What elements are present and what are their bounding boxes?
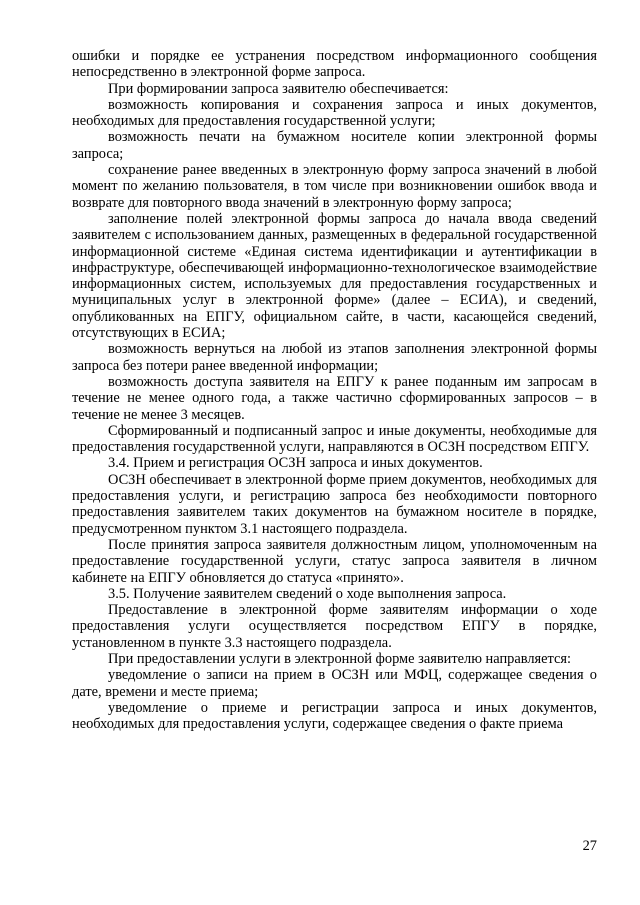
paragraph: возможность копирования и сохранения запроса и иных документов, необходимых для предоставления государственной услуги;	[72, 96, 597, 130]
paragraph: возможность печати на бумажном носителе копии электронной формы запроса;	[72, 129, 597, 162]
page-number: 27	[582, 838, 597, 854]
paragraph: При предоставлении услуги в электронной форме заявителю направляется:	[108, 650, 571, 667]
paragraph: возможность доступа заявителя на ЕПГУ к ранее поданным им запросам в течение не менее одного года, а также частично сформированных запросов – в течение не менее 3 месяцев.	[72, 373, 597, 423]
document-body	[72, 48, 597, 732]
paragraph: ошибки и порядке ее устранения посредством информационного сообщения непосредственно в электронной форме запроса.	[72, 48, 597, 81]
paragraph: Предоставление в электронной форме заявителям информации о ходе предоставления услуги осуществляется посредством ЕПГУ в порядке, установленном в пункте 3.3 настоящего подраздела.	[72, 602, 597, 651]
paragraph: Сформированный и подписанный запрос и иные документы, необходимые для предоставления государственной услуги, направляются в ОСЗН посредством ЕПГУ.	[72, 422, 597, 456]
paragraph: ОСЗН обеспечивает в электронной форме прием документов, необходимых для предоставления услуги, и регистрацию запроса без необходимости повторного предоставления заявителем таких документов на бумажном носителе в порядке, предусмотренном пунктом 3.1 настоящего подраздела.	[72, 471, 597, 537]
paragraph: возможность вернуться на любой из этапов заполнения электронной формы запроса без потери ранее введенной информации;	[72, 341, 597, 374]
paragraph: При формировании запроса заявителю обеспечивается:	[108, 80, 449, 97]
paragraph: уведомление о приеме и регистрации запроса и иных документов, необходимых для предоставления услуги, содержащее сведения о факте приема	[72, 699, 597, 733]
section-heading: 3.5. Получение заявителем сведений о ходе выполнения запроса.	[108, 585, 507, 602]
section-heading: 3.4. Прием и регистрация ОСЗН запроса и иных документов.	[108, 455, 483, 472]
paragraph: сохранение ранее введенных в электронную форму запроса значений в любой момент по желанию пользователя, в том числе при возникновении ошибок ввода и возврате для повторного ввода значений в электронную форму запроса;	[72, 162, 597, 211]
paragraph: После принятия запроса заявителя должностным лицом, уполномоченным на предоставление государственной услуги, статус запроса заявителя в личном кабинете на ЕПГУ обновляется до статуса «принято».	[72, 536, 597, 586]
paragraph: заполнение полей электронной формы запроса до начала ввода сведений заявителем с использованием данных, размещенных в федеральной государственной информационной системе «Единая система идентификации и аутентификации в инфраструктуре, обеспечивающей информационно-технологическое взаимодействие информационных систем, используемых для предоставления государственных и муниципальных услуг в электронной форме» (далее – ЕСИА), и сведений, опубликованных на ЕПГУ, официальном сайте, в части, касающейся сведений, отсутствующих в ЕСИА;	[72, 210, 597, 342]
paragraph: уведомление о записи на прием в ОСЗН или МФЦ, содержащее сведения о дате, времени и месте приема;	[72, 667, 597, 700]
